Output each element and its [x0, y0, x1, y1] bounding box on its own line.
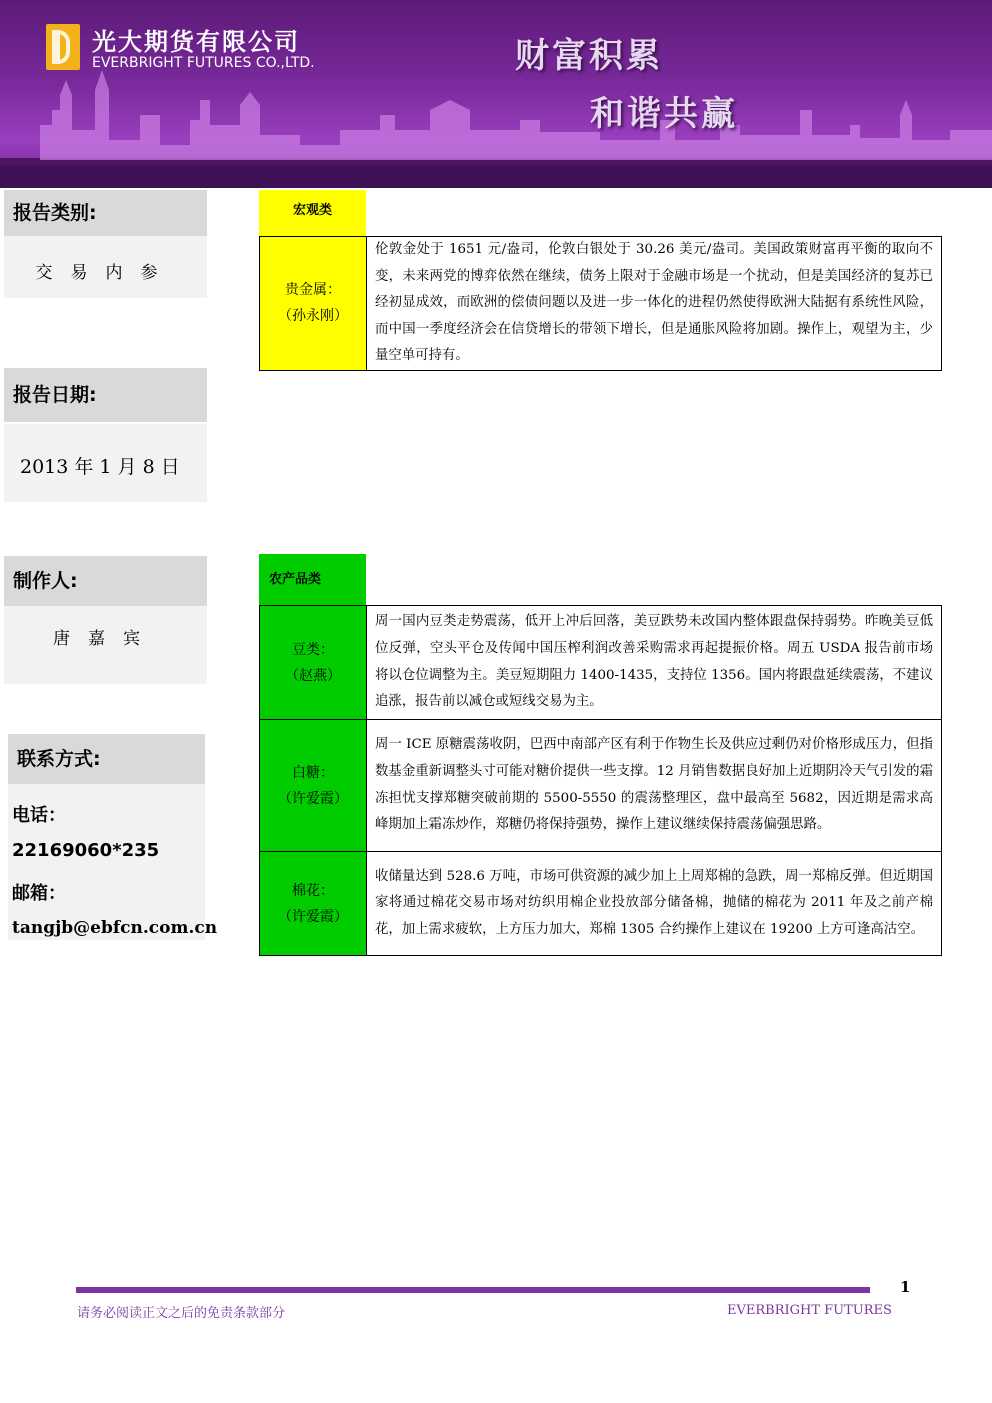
report-date-box [4, 424, 207, 502]
report-date-label: 报告日期: [4, 368, 207, 422]
report-date-value: 2013 年 1 月 8 日 [20, 456, 180, 478]
email-value[interactable]: tangjb@ebfcn.com.cn [12, 918, 218, 938]
commodity-name: 贵金属： [285, 282, 341, 299]
author-value: 唐嘉宾 [53, 629, 158, 649]
report-type-label: 报告类别: [4, 190, 207, 236]
author-box [4, 606, 207, 684]
commentary-text: 周一国内豆类走势震荡，低开上冲后回落，美豆跌势未改国内整体跟盘保持弱势。昨晚美豆低位反弹，空头平仓及传闻中国压榨利润改善采购需求再起提振价格。周五 USDA 报告前市场将以仓位调整为主。美豆短期阻力 1400-1435，支持位 1356。国内将跟盘延续震荡，不建议追涨，报告前以减仓或短线交易为主。 [367, 606, 942, 720]
commodity-cell [260, 852, 367, 956]
analyst-name: （赵燕） [285, 667, 341, 684]
analyst-name: （许爱霞） [278, 790, 348, 807]
footer-disclaimer: 请务必阅读正文之后的免责条款部分 [77, 1306, 286, 1321]
analyst-name: （孙永刚） [278, 308, 348, 325]
commentary-text: 收储量达到 528.6 万吨，市场可供资源的减少加上上周郑棉的急跌，周一郑棉反弹。但近期国家将通过棉花交易市场对纺织用棉企业投放部分储备棉，抛储的棉花为 2011 年及之前产棉花，加上需求疲软，上方压力加大，郑棉 1305 合约操作上建议在 19200 上方可逢高沽空。 [367, 852, 942, 956]
commodity-cell [260, 606, 367, 720]
agri-table [259, 605, 942, 956]
commodity-name: 豆类： [292, 641, 334, 658]
page-number: 1 [900, 1278, 911, 1296]
table-row [260, 606, 942, 720]
company-name-cn: 光大期货有限公司 [92, 28, 300, 56]
table-row [260, 237, 942, 371]
commodity-name: 棉花： [292, 882, 334, 899]
header-banner [0, 0, 992, 188]
report-type-box [4, 236, 207, 298]
commodity-cell [260, 237, 367, 371]
table-row [260, 852, 942, 956]
slogan-line-2: 和谐共赢 [590, 94, 738, 134]
contact-label: 联系方式: [8, 734, 205, 784]
phone-label: 电话： [12, 805, 66, 826]
analyst-name: （许爱霞） [278, 908, 348, 925]
slogan-line-1: 财富积累 [515, 36, 663, 76]
phone-value: 22169060*235 [12, 840, 160, 861]
commentary-text: 周一 ICE 原糖震荡收阴，巴西中南部产区有利于作物生长及供应过剩仍对价格形成压力，但指数基金重新调整头寸可能对糖价提供一些支撑。12 月销售数据良好加上近期阴冷天气引发的霜冻担忧支撑郑糖突破前期的 5500-5550 的震荡整理区，盘中最高至 5682，因近期是需求高峰期加上霜冻炒作，郑糖仍将保持强势，操作上建议继续保持震荡偏强思路。 [367, 720, 942, 852]
company-name-en: EVERBRIGHT FUTURES CO.,LTD. [92, 55, 315, 71]
footer-divider [76, 1287, 870, 1293]
commodity-name: 白糖： [292, 764, 334, 781]
footer-brand: EVERBRIGHT FUTURES [727, 1303, 892, 1318]
commodity-cell [260, 720, 367, 852]
table-row [260, 720, 942, 852]
macro-table [259, 236, 942, 371]
category-agri: 农产品类 [259, 554, 366, 606]
company-logo-icon [46, 24, 80, 70]
report-type-value: 交易内参 [35, 263, 176, 283]
category-macro: 宏观类 [259, 190, 366, 236]
email-label: 邮箱： [12, 883, 66, 904]
commentary-text: 伦敦金处于 1651 元/盎司，伦敦白银处于 30.26 美元/盎司。美国政策财富再平衡的取向不变，未来两党的博弈依然在继续，债务上限对于金融市场是一个扰动，但是美国经济的复苏已经初显成效，而欧洲的偿债问题以及进一步一体化的进程仍然使得欧洲大陆据有系统性风险，而中国一季度经济会在信贷增长的带领下增长，但是通胀风险将加剧。操作上，观望为主，少量空单可持有。 [367, 237, 942, 371]
author-label: 制作人: [4, 556, 207, 606]
city-skyline-image [0, 70, 992, 188]
